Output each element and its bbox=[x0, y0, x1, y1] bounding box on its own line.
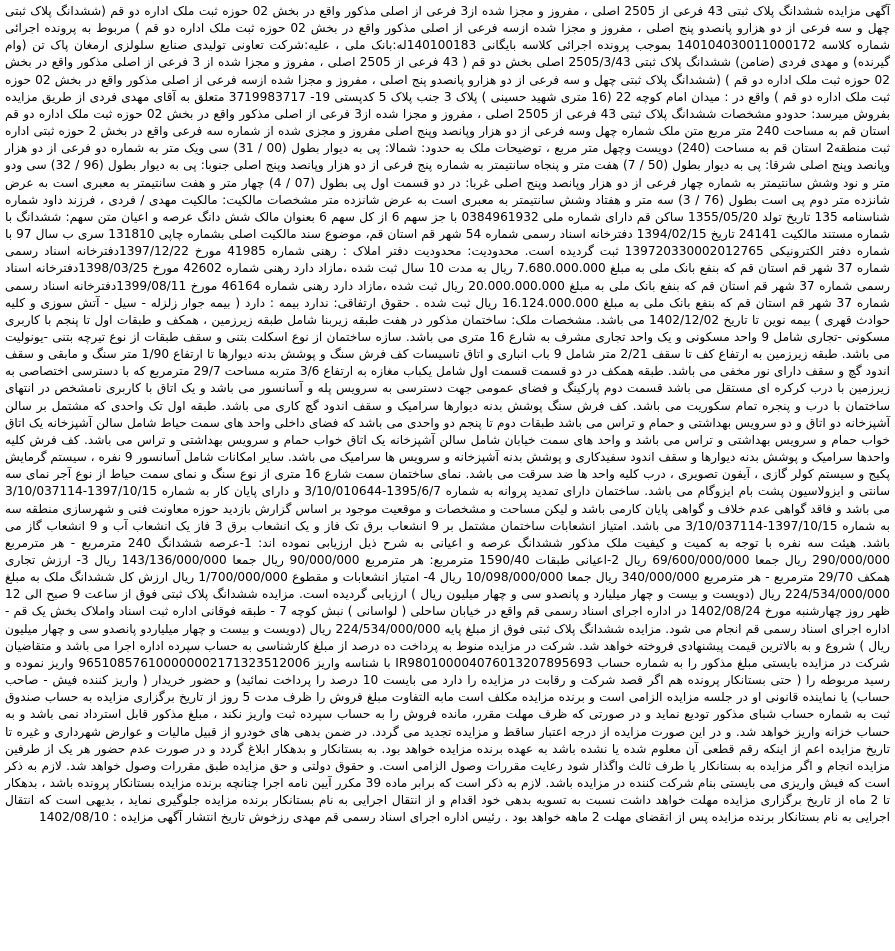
auction-notice-text: آگهی مزایده ششدانگ پلاک ثبتی 43 فرعی از 2505 اصلی ، مفروز و مجزا شده از3 فرعی از اصلی مذکور واقع در بخش 02 حوزه ثبت ملک اداره دو قم (ششدانگ پلاک ثبتی چهل و سه فرعی از دو هزارو پانصدو پنج اصلی ، مفروز و مجزا شده ازسه فرعی از اصلی مذکور واقع در بخش 02 حوزه ثبت ملک اداره دو قم ) مربوط به پرونده اجرائی شماره کلاسه 140104030011000172 بموجب پرونده اجرائی کلاسه بایگانی 140100183له:بانک ملی ، علیه:شرکت تعاونی تولیدی صنایع سلولزی ارمغان پاک تن (وام گیرنده) و مهدی فردی (ضامن) ششدانگ پلاک ثبتی 2505/3/43 اصلی بخش دو قم ( 43 فرعی از 2505 اصلی ، مفروز و مجزا شده از 3 فرعی از اصلی مذکور واقع در بخش 02 حوزه ثبت ملک اداره دو قم ) (ششدانگ پلاک ثبتی چهل و سه فرعی از دو هزارو پانصدو پنج اصلی ، مفروز و مجزا شده ازسه فرعی از اصلی مذکور واقع در بخش 02 حوزه ثبت ملک اداره دو قم ) واقع در : میدان امام کوچه 22 (16 متری شهید حسینی ) پلاک 3 جنب پلاک 5 کدپستی 19- 3719983717 متعلق به آقای مهدی فردی از طریق مزایده بفروش میرسد: حدودو مشخصات ششدانگ پلاک ثبتی 43 فرعی از 2505 اصلی ، مفروز و مجزا شده از3 فرعی از اصلی مذکور واقع در بخش 02 حوزه ثبت ملک اداره دو قم استان قم به مساحت 240 متر مربع متن ملک شماره چهل وسه فرعی از دو هزار وپانصد وپنج اصلی مفروز و مجزی شده از شماره سه فرعی واقع در بخش 2 حوزه ثبتی اداره ثبت منطقه2 استان قم به مساحت (240) دویست وچهل متر مربع ، توضیحات ملک به حدود: شمالا: پی به دیوار بطول (00 / 31) سی ویک متر به شماره دو فرعی از دو هزار وپانصد وپنج اصلی شرقا: پی به دیوار بطول (50 / 7) هفت متر و پنجاه سانتیمتر به شماره پنج فرعی از دو هزار وپانصد وپنج اصلی جنوبا: پی به دیوار بطول (96 / 32) سی ودو متر و نود وشش سانتیمتر به شماره چهار فرعی از دو هزار وپانصد وپنج اصلی غربا: در دو قسمت اول پی بطول (07 / 4) چهار متر و هفت سانتیمتر به معبری است به عرض شانزده متر دوم پی است بطول (76 / 3) سه متر و هفتاد وشش سانتیمتر به معبری است به عرض شانزده متر مشخصات مالکیت: مالکیت مهدی / فردی ، فرزند داود شماره شناسنامه 135 تاریخ تولد 1355/05/20 ساکن قم دارای شماره ملی 0384961932 با جز سهم 6 از کل سهم 6 بعنوان مالک شش دانگ عرصه و اعیان متن سهم: ششدانگ با شماره مستند مالکیت 24141 تاریخ 1394/02/15 دفترخانه اسناد رسمی شماره 54 شهر قم استان قم، موضوع سند مالکیت اصلی بشماره چاپی 131810 سری ب سال 97 با شماره دفتر الکترونیکی 139720330002012765 ثبت گردیده است. محدودیت: محدودیت دفتر املاک : رهنی شماره 41985 مورخ 1397/12/22دفترخانه اسناد رسمی شماره 37 شهر قم استان قم که بنفع بانک ملی به مبلغ 7.680.000.000 ریال به مدت 10 سال ثبت شده ،مازاد دارد رهنی شماره 42602 مورخ 1398/03/25دفترخانه اسناد رسمی شماره 37 شهر قم استان قم که بنفع بانک ملی به مبلغ 20.000.000.000 ریال ثبت شده ،مازاد دارد رهنی شماره 46164 مورخ 1399/08/11دفترخانه اسناد رسمی شماره 37 شهر قم استان قم که بنفع بانک ملی به مبلغ 16.124.000.000 ریال ثبت شده . حقوق ارتفاقی: ندارد بیمه : دارد ( بیمه جوار زلزله - سیل - آتش سوزی و کلیه حوادث قهری ) بیمه نوین تا تاریخ 1402/12/02 می باشد. مشخصات ملک: ساختمان مذکور در هفت طبقه زیربنا شامل طبقه زیرزمین ، همکف و طبقات اول تا پنجم با کاربری مسکونی -تجاری شامل 9 واحد مسکونی و یک واحد تجاری مشرف به شارع 16 متری می باشد. سازه ساختمان از نوع اسکلت بتنی و سقف طبقات از نوع تیرچه بتنی -یونولیت می باشد. طبقه زیرزمین به ارتفاع کف تا سقف 2/21 متر شامل 9 باب انباری و اتاق تاسیسات کف فرش سنگ و پوشش بدنه دیوارها تا ارتفاع 1/90 متر سنگ و مابقی و سقف اندود گچ و سقف دارای نور مخفی می باشد. طبقه همکف در دو قسمت قسمت اول شامل یکباب مغازه به ارتفاع 3/6 متربه مساحت 29/7 مترمربع که با دسترسی اختصاصی به زیرزمین با درب کرکره ای مستقل می باشد قسمت دوم پارکینگ و فضای عمومی جهت دسترسی به سرویس پله و آسانسور می باشد و یک اتاق با کاربری نامشخص در انتهای ساختمان با درب و پنجره تمام سکوریت می باشد. کف فرش سنگ پوشش بدنه دیوارها سرامیک و سقف اندود گچ کاری می باشد. طبقه اول تک واحدی که مشتمل بر سالن آشپزخانه دو اتاق و دو سرویس بهداشتی و حمام و تراس می باشد طبقات دوم تا پنجم دو واحدی می باشد که فضای داخلی واحد های سمت حیاط شامل سالن آشپزخانه یک اتاق خواب حمام و سرویس بهداشتی و تراس می باشد و واحد های سمت خیابان شامل سالن آشپزخانه یک اتاق خواب حمام و سرویس بهداشتی و تراس می باشد. کف فرش کلیه واحدها سرامیک و پوشش بدنه دیوارها و سقف اندود سفیدکاری و پوشش بدنه آشپزخانه و سرویس ها سرامیک می باشد. سایر امکانات شامل آسانسور 9 نفره ، سیستم گرمایش پکیج و سیستم کولر گازی ، آیفون تصویری ، درب کلیه واحد ها ضد سرقت می باشد. نمای ساختمان سمت شارع 16 متری از نوع سنگ و نمای سمت حیاط از نوع آجر نمای سه سانتی و ایزولاسیون پشت بام ایزوگام می باشد. ساختمان دارای تمدید پروانه به شماره 1395/6/7-3/10/010644 و دارای پایان کار به شماره 1397/10/15-3/10/037114 می باشد و فاقد گواهی عدم خلاف و گواهی پایان کارمی باشد و لیکن مساحت و مشخصات و موقعیت موجود بر اساس گزارش بازدید حوزه معاونت فنی و شهرسازی منطقه سه به شماره 1397/10/15-3/10/037114 می باشد. امتیاز انشعابات ساختمان مشتمل بر 9 انشعاب برق تک فاز و یک انشعاب برق 3 فاز یک انشعاب آب و 9 انشعاب گاز می باشد. هیئت سه نفره با توجه به کمیت و کیفیت ملک مذکور ششدانگ عرصه و اعیانی به شرح ذیل ارزیابی نموده اند: 1-عرصه ششدانگ 240 مترمربع - هر مترمربع 290/000/000 ریال جمعا 69/600/000/000 ریال 2-اعیانی طبقات 1590/40 مترمربع: هر مترمربع 90/000/000 ریال جمعا 143/136/000/000 ریال 3- ارزش تجاری همکف 29/70 مترمربع - هر مترمربع 340/000/000 ریال جمعا 10/098/000/000 ریال 4- امتیاز انشعابات و مقطوع 1/700/000/000 ریال ارزش کل ششدانگ ملک به مبلغ 224/534/000/000 ریال (دویست و بیست و چهار میلیارد و پانصدو سی و چهار میلیون ریال ) ارزیابی گردیده است. مزایده ششدانگ پلاک ثبتی فوق از ساعت 9 صبح الی 12 ظهر روز چهارشنبه مورخ 1402/08/24 در اداره اجرای اسناد رسمی قم واقع در خیابان ساحلی ( لواسانی ) نبش کوچه 7 - طبقه فوقانی اداره ثبت اسناد واملاک بخش یک قم - اداره اجرای اسناد رسمی قم انجام می شود. مزایده ششدانگ پلاک ثبتی فوق از مبلغ پایه 224/534/000/000 ریال (دویست و بیست و چهار میلیاردو پانصدو سی و چهار میلیون ریال ) شروع و به بالاترین قیمت پیشنهادی فروخته خواهد شد. شرکت در مزایده منوط به پرداخت ده درصد از مبلغ کارشناسی به حساب سپرده اداره اجرا می باشد و متقاضیان شرکت در مزایده بایستی مبلغ مذکور را به شماره حساب IR980100004076013207895693 با شناسه واریز 965108576100000002171323512006 واریز نموده و رسید مربوطه را ( حتی بستانکار پرونده هم اگر قصد شرکت و رقابت در مزایده را دارد می بایست 10 درصد را پرداخت نمائید) و حضور خریدار ( واریز کننده فیش - صاحب حساب) یا نماینده قانونی او در جلسه مزایده الزامی است و برنده مزایده مکلف است مابه التفاوت مبلغ فروش را ظرف مدت 5 روز از تاریخ برگزاری مزایده به حساب صندوق ثبت به شماره حساب شبای مذکور تودیع نماید و در صورتی که ظرف مهلت مقرر، مانده فروش را به حساب سپرده ثبت واریز نکند ، مبلغ مذکور قابل استرداد نمی باشد و به حساب خزانه واریز خواهد شد. و در این صورت مزایده از درجه اعتبار ساقط و مزایده تجدید می گردد. در ضمن بدهی های خودرو از قبیل مالیات و عوارض شهرداری و غیره تا تاریخ مزایده اعم از اینکه رقم قطعی آن معلوم شده یا نشده باشد به عهده برنده مزایده خواهد بود. به بستانکار و بدهکار ابلاغ گردد و در صورت عدم حضور هر یک از طرفین مزایده انجام و اگر مزایده به بستانکار یا طرف ثالث واگذار شود رعایت مقررات وصول الزامی است. و حقوق دولتی و حق مزایده طبق مقررات وصول خواهد شد. لازم به ذکر است که فیش واریزی می بایستی بنام شرکت کننده در مزایده باشد. لازم به ذکر است که برابر ماده 39 مکرر آیین نامه اجرا چنانچه برنده مزایده بستانکار پرونده باشد ، بدهکار تا 2 ماه از تاریخ برگزاری مزایده مهلت خواهد داشت نسبت به تسویه بدهی خود اقدام و از انتقال اجرایی به نام بستانکار برنده مزایده جلوگیری نماید ، بدیهی است که انتقال اجرایی به نام بستانکار برنده مزایده پس از انقضای مهلت 2 ماهه خواهد بود . رئیس اداره اجرای اسناد رسمی قم مهدی رزخوش تاریخ انتشار آگهی مزایده : 1402/08/10 bbox=[5, 4, 891, 825]
